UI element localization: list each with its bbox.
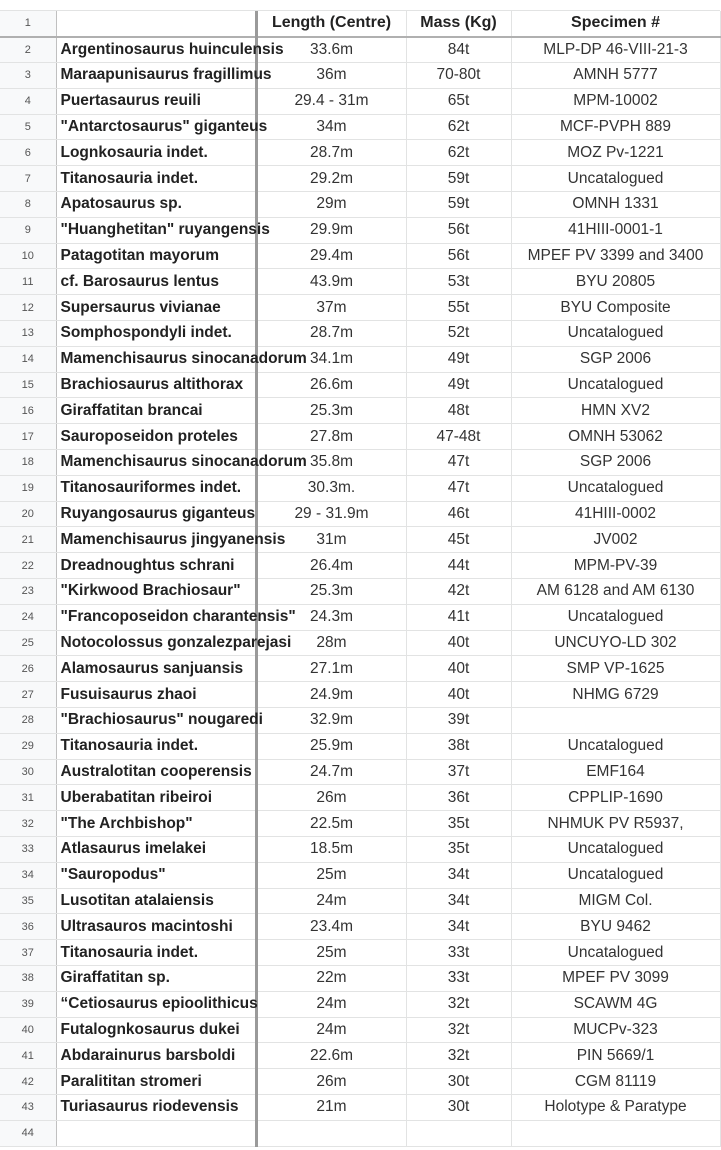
row-number[interactable]: 19 (0, 475, 56, 501)
cell-mass[interactable]: 48t (406, 398, 511, 424)
table-row (0, 1043, 720, 1069)
cell-species[interactable]: Mamenchisaurus sinocanadorum (56, 450, 256, 476)
spreadsheet-grid (0, 11, 721, 1147)
cell-species[interactable]: Atlasaurus imelakei (56, 837, 256, 863)
table-row (0, 579, 720, 605)
cell-length[interactable]: 27.1m (256, 656, 406, 682)
cell-specimen[interactable]: Holotype & Paratype (511, 1094, 720, 1120)
cell-specimen[interactable]: SCAWM 4G (511, 991, 720, 1017)
cell-species[interactable]: Notocolossus gonzalezparejasi (56, 630, 256, 656)
cell-mass[interactable]: 39t (406, 708, 511, 734)
cell-specimen[interactable]: NHMUK PV R5937, (511, 811, 720, 837)
cell-species[interactable]: Brachiosaurus altithorax (56, 372, 256, 398)
cell-mass[interactable]: 49t (406, 372, 511, 398)
cell-mass[interactable]: 36t (406, 785, 511, 811)
cell-species[interactable]: Uberabatitan ribeiroi (56, 785, 256, 811)
row-number[interactable]: 4 (0, 88, 56, 114)
cell-length[interactable]: 32.9m (256, 708, 406, 734)
table-row (0, 991, 720, 1017)
cell-specimen[interactable]: Uncatalogued (511, 862, 720, 888)
cell-mass[interactable]: 41t (406, 604, 511, 630)
row-number[interactable]: 36 (0, 914, 56, 940)
cell-length[interactable]: 26.6m (256, 372, 406, 398)
cell-mass[interactable]: 44t (406, 553, 511, 579)
cell-mass[interactable]: 70-80t (406, 63, 511, 89)
row-number[interactable]: 18 (0, 450, 56, 476)
table-row (0, 192, 720, 218)
cell-species[interactable]: Lognkosauria indet. (56, 140, 256, 166)
row-number[interactable]: 16 (0, 398, 56, 424)
cell-specimen[interactable]: Uncatalogued (511, 604, 720, 630)
row-number[interactable]: 32 (0, 811, 56, 837)
cell-specimen[interactable]: CPPLIP-1690 (511, 785, 720, 811)
cell-length[interactable]: 25.3m (256, 579, 406, 605)
cell-species[interactable]: "Sauropodus" (56, 862, 256, 888)
cell-specimen[interactable]: MCF-PVPH 889 (511, 114, 720, 140)
cell-length[interactable]: 26m (256, 1069, 406, 1095)
cell-specimen[interactable]: MUCPv-323 (511, 1017, 720, 1043)
table-row (0, 475, 720, 501)
cell-species[interactable]: Ruyangosaurus giganteus (56, 501, 256, 527)
cell-mass[interactable]: 59t (406, 166, 511, 192)
cell-length[interactable]: 29m (256, 192, 406, 218)
cell-species[interactable]: Alamosaurus sanjuansis (56, 656, 256, 682)
cell-mass[interactable]: 40t (406, 630, 511, 656)
cell-length[interactable]: 24m (256, 888, 406, 914)
cell-mass[interactable]: 53t (406, 269, 511, 295)
cell-mass[interactable]: 38t (406, 733, 511, 759)
table-row (0, 682, 720, 708)
table-row (0, 295, 720, 321)
cell-species[interactable]: Titanosauriformes indet. (56, 475, 256, 501)
cell-mass[interactable]: 62t (406, 140, 511, 166)
row-number[interactable]: 44 (0, 1120, 56, 1146)
cell-length[interactable]: 21m (256, 1094, 406, 1120)
row-number[interactable]: 26 (0, 656, 56, 682)
cell-specimen[interactable]: AMNH 5777 (511, 63, 720, 89)
cell-mass[interactable] (406, 1120, 511, 1146)
cell-length[interactable]: 28.7m (256, 140, 406, 166)
cell-species[interactable]: Ultrasauros macintoshi (56, 914, 256, 940)
cell-species[interactable]: Maraapunisaurus fragillimus (56, 63, 256, 89)
cell-length[interactable]: 22m (256, 965, 406, 991)
row-number[interactable]: 25 (0, 630, 56, 656)
table-row (0, 914, 720, 940)
cell-specimen[interactable]: NHMG 6729 (511, 682, 720, 708)
row-number[interactable]: 17 (0, 424, 56, 450)
cell-specimen[interactable]: UNCUYO-LD 302 (511, 630, 720, 656)
row-number[interactable]: 8 (0, 192, 56, 218)
row-number[interactable]: 11 (0, 269, 56, 295)
cell-length[interactable]: 23.4m (256, 914, 406, 940)
cell-species[interactable]: "Francoposeidon charantensis" (56, 604, 256, 630)
cell-length[interactable]: 31m (256, 527, 406, 553)
cell-species[interactable]: Sauroposeidon proteles (56, 424, 256, 450)
cell-species[interactable]: "Brachiosaurus" nougaredi (56, 708, 256, 734)
row-number[interactable]: 15 (0, 372, 56, 398)
cell-mass[interactable]: 55t (406, 295, 511, 321)
table-row (0, 37, 720, 63)
table-row (0, 1069, 720, 1095)
cell-mass[interactable]: 32t (406, 1043, 511, 1069)
table-row (0, 1094, 720, 1120)
table-row (0, 965, 720, 991)
cell-species[interactable]: Mamenchisaurus sinocanadorum (56, 346, 256, 372)
cell-length[interactable]: 29.9m (256, 217, 406, 243)
column-header-strip (0, 0, 720, 11)
cell-length[interactable]: 24m (256, 991, 406, 1017)
cell-length[interactable]: 36m (256, 63, 406, 89)
cell-length[interactable]: 29.4m (256, 243, 406, 269)
cell-mass[interactable]: 56t (406, 243, 511, 269)
cell-specimen[interactable]: Uncatalogued (511, 733, 720, 759)
cell-length[interactable]: 26m (256, 785, 406, 811)
cell-mass[interactable]: 65t (406, 88, 511, 114)
cell-length[interactable]: 35.8m (256, 450, 406, 476)
cell-specimen[interactable]: PIN 5669/1 (511, 1043, 720, 1069)
cell-species[interactable]: Fusuisaurus zhaoi (56, 682, 256, 708)
cell-specimen[interactable]: MPEF PV 3099 (511, 965, 720, 991)
table-row (0, 501, 720, 527)
cell-length[interactable]: 25.9m (256, 733, 406, 759)
cell-specimen[interactable] (511, 708, 720, 734)
row-number[interactable]: 41 (0, 1043, 56, 1069)
cell-specimen[interactable]: Uncatalogued (511, 940, 720, 966)
cell-specimen[interactable]: SGP 2006 (511, 450, 720, 476)
row-number[interactable]: 29 (0, 733, 56, 759)
table-row (0, 398, 720, 424)
table-row (0, 217, 720, 243)
row-number[interactable]: 28 (0, 708, 56, 734)
row-number[interactable]: 39 (0, 991, 56, 1017)
table-row (0, 553, 720, 579)
row-number[interactable]: 30 (0, 759, 56, 785)
cell-species[interactable]: Argentinosaurus huinculensis (56, 37, 256, 63)
cell-species[interactable]: "The Archbishop" (56, 811, 256, 837)
cell-specimen[interactable] (511, 1120, 720, 1146)
cell-species[interactable]: Lusotitan atalaiensis (56, 888, 256, 914)
table-row (0, 321, 720, 347)
row-number[interactable]: 31 (0, 785, 56, 811)
table-row (0, 630, 720, 656)
cell-specimen[interactable]: BYU Composite (511, 295, 720, 321)
cell-mass[interactable]: 45t (406, 527, 511, 553)
cell-specimen[interactable]: MPM-10002 (511, 88, 720, 114)
row-number[interactable]: 43 (0, 1094, 56, 1120)
cell-species[interactable]: Paralititan stromeri (56, 1069, 256, 1095)
cell-specimen[interactable]: BYU 9462 (511, 914, 720, 940)
cell-specimen[interactable]: BYU 20805 (511, 269, 720, 295)
cell-mass[interactable]: 47-48t (406, 424, 511, 450)
cell-specimen[interactable]: Uncatalogued (511, 475, 720, 501)
cell-length[interactable]: 30.3m. (256, 475, 406, 501)
cell-mass[interactable]: 84t (406, 37, 511, 63)
cell-specimen[interactable]: HMN XV2 (511, 398, 720, 424)
row-number[interactable]: 13 (0, 321, 56, 347)
cell-mass[interactable]: 47t (406, 450, 511, 476)
cell-mass[interactable]: 30t (406, 1094, 511, 1120)
table-row (0, 862, 720, 888)
row-number[interactable]: 40 (0, 1017, 56, 1043)
cell-species[interactable]: Apatosaurus sp. (56, 192, 256, 218)
table-row (0, 888, 720, 914)
table-row (0, 424, 720, 450)
table-row (0, 63, 720, 89)
cell-species[interactable]: Somphospondyli indet. (56, 321, 256, 347)
row-number[interactable]: 33 (0, 837, 56, 863)
cell-species[interactable]: cf. Barosaurus lentus (56, 269, 256, 295)
table-row (0, 88, 720, 114)
cell-mass[interactable]: 34t (406, 914, 511, 940)
table-row (0, 604, 720, 630)
table-row (0, 114, 720, 140)
cell-length[interactable]: 37m (256, 295, 406, 321)
cell-species[interactable]: “Cetiosaurus epioolithicus (56, 991, 256, 1017)
row-number[interactable]: 3 (0, 63, 56, 89)
header-cell-specimen[interactable]: Specimen # (511, 11, 720, 37)
cell-length[interactable]: 26.4m (256, 553, 406, 579)
cell-specimen[interactable]: AM 6128 and AM 6130 (511, 579, 720, 605)
cell-specimen[interactable]: 41HIII-0001-1 (511, 217, 720, 243)
cell-mass[interactable]: 56t (406, 217, 511, 243)
cell-length[interactable]: 43.9m (256, 269, 406, 295)
cell-mass[interactable]: 40t (406, 682, 511, 708)
cell-specimen[interactable]: MPEF PV 3399 and 3400 (511, 243, 720, 269)
table-row (0, 140, 720, 166)
cell-mass[interactable]: 33t (406, 940, 511, 966)
table-row (0, 708, 720, 734)
cell-species[interactable] (56, 1120, 256, 1146)
cell-length[interactable]: 27.8m (256, 424, 406, 450)
cell-mass[interactable]: 34t (406, 862, 511, 888)
cell-specimen[interactable]: MLP-DP 46-VIII-21-3 (511, 37, 720, 63)
header-cell-species[interactable] (56, 11, 256, 37)
cell-species[interactable]: Titanosauria indet. (56, 940, 256, 966)
cell-mass[interactable]: 59t (406, 192, 511, 218)
table-row (0, 940, 720, 966)
cell-length[interactable] (256, 1120, 406, 1146)
row-number[interactable]: 34 (0, 862, 56, 888)
cell-mass[interactable]: 42t (406, 579, 511, 605)
table-row (0, 733, 720, 759)
cell-specimen[interactable]: 41HIII-0002 (511, 501, 720, 527)
table-row (0, 656, 720, 682)
row-number[interactable]: 6 (0, 140, 56, 166)
cell-length[interactable]: 18.5m (256, 837, 406, 863)
cell-specimen[interactable]: OMNH 53062 (511, 424, 720, 450)
table-row (0, 166, 720, 192)
row-number[interactable]: 5 (0, 114, 56, 140)
table-row (0, 1120, 720, 1146)
cell-length[interactable]: 34.1m (256, 346, 406, 372)
cell-mass[interactable]: 35t (406, 837, 511, 863)
cell-species[interactable]: Puertasaurus reuili (56, 88, 256, 114)
table-row (0, 759, 720, 785)
cell-specimen[interactable]: MPM-PV-39 (511, 553, 720, 579)
cell-mass[interactable]: 34t (406, 888, 511, 914)
cell-mass[interactable]: 47t (406, 475, 511, 501)
row-number[interactable]: 12 (0, 295, 56, 321)
cell-mass[interactable]: 33t (406, 965, 511, 991)
cell-specimen[interactable]: Uncatalogued (511, 372, 720, 398)
table-row (0, 450, 720, 476)
table-row (0, 811, 720, 837)
cell-mass[interactable]: 35t (406, 811, 511, 837)
cell-length[interactable]: 33.6m (256, 37, 406, 63)
cell-length[interactable]: 28m (256, 630, 406, 656)
cell-length[interactable]: 29.4 - 31m (256, 88, 406, 114)
cell-species[interactable]: Mamenchisaurus jingyanensis (56, 527, 256, 553)
cell-species[interactable]: "Huanghetitan" ruyangensis (56, 217, 256, 243)
row-number[interactable]: 21 (0, 527, 56, 553)
cell-species[interactable]: Giraffatitan sp. (56, 965, 256, 991)
cell-mass[interactable]: 46t (406, 501, 511, 527)
cell-species[interactable]: Patagotitan mayorum (56, 243, 256, 269)
cell-species[interactable]: Futalognkosaurus dukei (56, 1017, 256, 1043)
cell-length[interactable]: 29 - 31.9m (256, 501, 406, 527)
cell-length[interactable]: 24.9m (256, 682, 406, 708)
cell-specimen[interactable]: SMP VP-1625 (511, 656, 720, 682)
cell-species[interactable]: Supersaurus vivianae (56, 295, 256, 321)
cell-specimen[interactable]: JV002 (511, 527, 720, 553)
row-number[interactable]: 38 (0, 965, 56, 991)
row-number[interactable]: 23 (0, 579, 56, 605)
cell-species[interactable]: Titanosauria indet. (56, 733, 256, 759)
cell-specimen[interactable]: Uncatalogued (511, 166, 720, 192)
cell-length[interactable]: 24.3m (256, 604, 406, 630)
row-number[interactable]: 9 (0, 217, 56, 243)
table-row (0, 837, 720, 863)
cell-species[interactable]: Giraffatitan brancai (56, 398, 256, 424)
cell-mass[interactable]: 37t (406, 759, 511, 785)
cell-species[interactable]: Titanosauria indet. (56, 166, 256, 192)
cell-mass[interactable]: 32t (406, 1017, 511, 1043)
cell-mass[interactable]: 30t (406, 1069, 511, 1095)
row-number[interactable]: 7 (0, 166, 56, 192)
row-number[interactable]: 14 (0, 346, 56, 372)
cell-length[interactable]: 34m (256, 114, 406, 140)
cell-specimen[interactable]: CGM 81119 (511, 1069, 720, 1095)
header-row (0, 11, 720, 37)
cell-specimen[interactable]: OMNH 1331 (511, 192, 720, 218)
cell-specimen[interactable]: EMF164 (511, 759, 720, 785)
table-row (0, 243, 720, 269)
table-row (0, 346, 720, 372)
cell-length[interactable]: 22.5m (256, 811, 406, 837)
cell-specimen[interactable]: MIGM Col. (511, 888, 720, 914)
row-number[interactable]: 24 (0, 604, 56, 630)
cell-mass[interactable]: 52t (406, 321, 511, 347)
cell-species[interactable]: "Kirkwood Brachiosaur" (56, 579, 256, 605)
row-number[interactable]: 42 (0, 1069, 56, 1095)
row-number[interactable]: 35 (0, 888, 56, 914)
table-row (0, 372, 720, 398)
cell-specimen[interactable]: Uncatalogued (511, 837, 720, 863)
cell-length[interactable]: 29.2m (256, 166, 406, 192)
cell-specimen[interactable]: Uncatalogued (511, 321, 720, 347)
table-row (0, 785, 720, 811)
cell-species[interactable]: Turiasaurus riodevensis (56, 1094, 256, 1120)
row-number[interactable]: 1 (0, 11, 56, 37)
cell-species[interactable]: "Antarctosaurus" giganteus (56, 114, 256, 140)
cell-length[interactable]: 24.7m (256, 759, 406, 785)
cell-species[interactable]: Abdarainurus barsboldi (56, 1043, 256, 1069)
row-number[interactable]: 27 (0, 682, 56, 708)
cell-length[interactable]: 22.6m (256, 1043, 406, 1069)
cell-specimen[interactable]: SGP 2006 (511, 346, 720, 372)
cell-length[interactable]: 28.7m (256, 321, 406, 347)
row-number[interactable]: 20 (0, 501, 56, 527)
cell-length[interactable]: 24m (256, 1017, 406, 1043)
table-row (0, 527, 720, 553)
table-row (0, 1017, 720, 1043)
cell-mass[interactable]: 62t (406, 114, 511, 140)
row-number[interactable]: 10 (0, 243, 56, 269)
header-cell-length[interactable]: Length (Centre) (256, 11, 406, 37)
cell-length[interactable]: 25.3m (256, 398, 406, 424)
cell-length[interactable]: 25m (256, 940, 406, 966)
cell-length[interactable]: 25m (256, 862, 406, 888)
cell-species[interactable]: Australotitan cooperensis (56, 759, 256, 785)
cell-mass[interactable]: 40t (406, 656, 511, 682)
table-row (0, 269, 720, 295)
cell-species[interactable]: Dreadnoughtus schrani (56, 553, 256, 579)
row-number[interactable]: 22 (0, 553, 56, 579)
cell-mass[interactable]: 49t (406, 346, 511, 372)
header-cell-mass[interactable]: Mass (Kg) (406, 11, 511, 37)
cell-mass[interactable]: 32t (406, 991, 511, 1017)
cell-specimen[interactable]: MOZ Pv-1221 (511, 140, 720, 166)
row-number[interactable]: 37 (0, 940, 56, 966)
row-number[interactable]: 2 (0, 37, 56, 63)
